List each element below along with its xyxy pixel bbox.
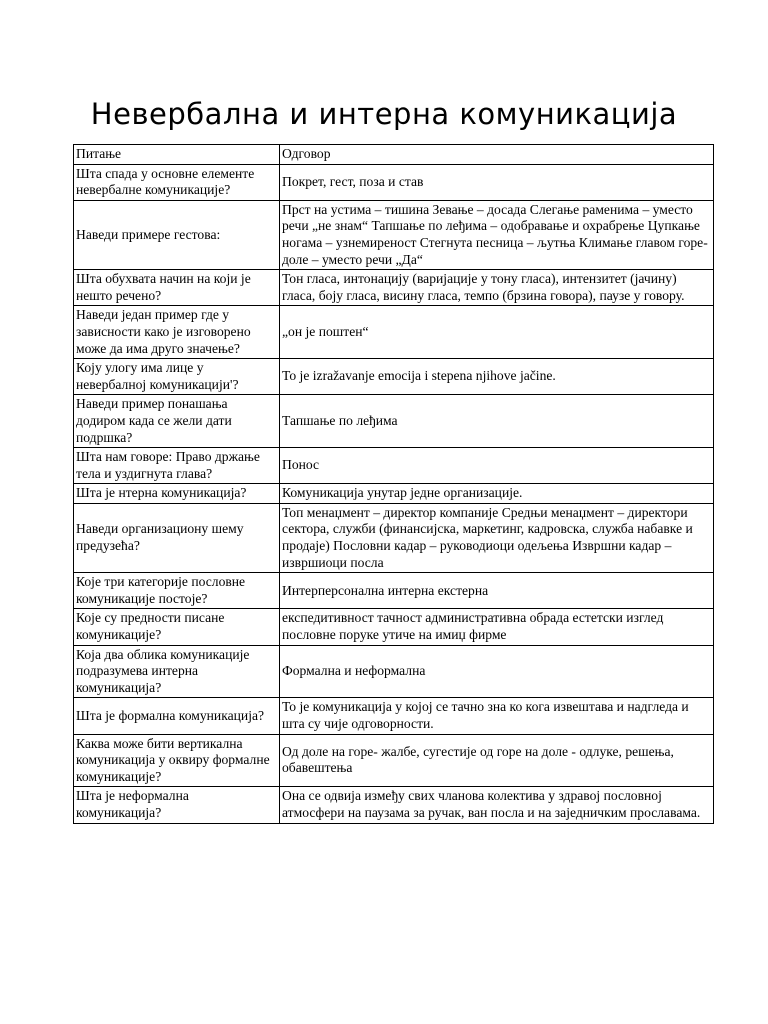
page-title: Невербална и интерна комуникација: [90, 97, 678, 132]
question-cell: Наведи пример понашања додиром када се жели дати подршка?: [74, 395, 280, 448]
table-row: [74, 698, 714, 734]
question-cell: Наведи организациону шему предузећа?: [74, 503, 280, 572]
question-cell: Шта нам говоре: Право држање тела и уздигнута глава?: [74, 448, 280, 484]
answer-cell: Понос: [280, 448, 714, 484]
qa-table: [73, 144, 714, 824]
table-row: [74, 787, 714, 823]
answer-cell: To je izražavanje emocija i stepena njihove jačine.: [280, 359, 714, 395]
table-header-row: [74, 145, 714, 165]
table-row: [74, 448, 714, 484]
answer-cell: Формална и неформална: [280, 645, 714, 698]
question-cell: Шта је формална комуникација?: [74, 698, 280, 734]
question-cell: Наведи примере гестова:: [74, 200, 280, 269]
answer-cell: Прст на устима – тишина Зевање – досада Слегање раменима – уместо речи „не знам“ Тапшање по леђима – одобравање и охрабрење Цупкање ногама – узнемиреност Стегнута песница – љутња Климање главом горе-доле – уместо речи „Да“: [280, 200, 714, 269]
column-header-answer: Одговор: [280, 145, 714, 165]
answer-cell: Интерперсонална интерна екстерна: [280, 573, 714, 609]
answer-cell: Тапшање по леђима: [280, 395, 714, 448]
table-row: [74, 484, 714, 504]
table-row: [74, 200, 714, 269]
table-row: [74, 164, 714, 200]
answer-cell: Она се одвија између свих чланова колектива у здравој пословној атмосфери на паузама за ручак, ван посла и на заједничким прославама.: [280, 787, 714, 823]
question-cell: Шта је неформална комуникација?: [74, 787, 280, 823]
question-cell: Наведи један пример где у зависности како је изговорено може да има друго значење?: [74, 306, 280, 359]
answer-cell: Топ менаџмент – директор компаније Средњи менаџмент – директори сектора, служби (финансијска, маркетинг, кадровска, служба набавке и продаје) Пословни кадар – руководиоци одељења Извршни кадар – извршиоци посла: [280, 503, 714, 572]
question-cell: Која два облика комуникације подразумева интерна комуникација?: [74, 645, 280, 698]
question-cell: Шта спада у основне елементе невербалне комуникације?: [74, 164, 280, 200]
answer-cell: „он је поштен“: [280, 306, 714, 359]
table-row: [74, 734, 714, 787]
table-row: [74, 645, 714, 698]
answer-cell: Тон гласа, интонацију (варијације у тону гласа), интензитет (јачину) гласа, боју гласа, висину гласа, темпо (брзина говора), паузе у говору.: [280, 270, 714, 306]
table-row: [74, 503, 714, 572]
question-cell: Каква може бити вертикална комуникација у оквиру формалне комуникације?: [74, 734, 280, 787]
answer-cell: експедитивност тачност административна обрада естетски изглед пословне поруке утиче на имиџ фирме: [280, 609, 714, 645]
question-cell: Шта је нтерна комуникација?: [74, 484, 280, 504]
answer-cell: То је комуникација у којој се тачно зна ко кога извештава и надгледа и шта су чије одговорности.: [280, 698, 714, 734]
column-header-question: Питање: [74, 145, 280, 165]
question-cell: Које су предности писане комуникације?: [74, 609, 280, 645]
table-row: [74, 609, 714, 645]
answer-cell: Покрет, гест, поза и став: [280, 164, 714, 200]
question-cell: Које три категорије пословне комуникације постоје?: [74, 573, 280, 609]
answer-cell: Комуникација унутар једне организације.: [280, 484, 714, 504]
table-row: [74, 395, 714, 448]
table-row: [74, 573, 714, 609]
answer-cell: Од доле на горе- жалбе, сугестије од горе на доле - одлуке, решења, обавештења: [280, 734, 714, 787]
table-row: [74, 359, 714, 395]
question-cell: Шта обухвата начин на који је нешто речено?: [74, 270, 280, 306]
table-row: [74, 270, 714, 306]
question-cell: Коју улогу има лице у невербалној комуникацији'?: [74, 359, 280, 395]
table-row: [74, 306, 714, 359]
